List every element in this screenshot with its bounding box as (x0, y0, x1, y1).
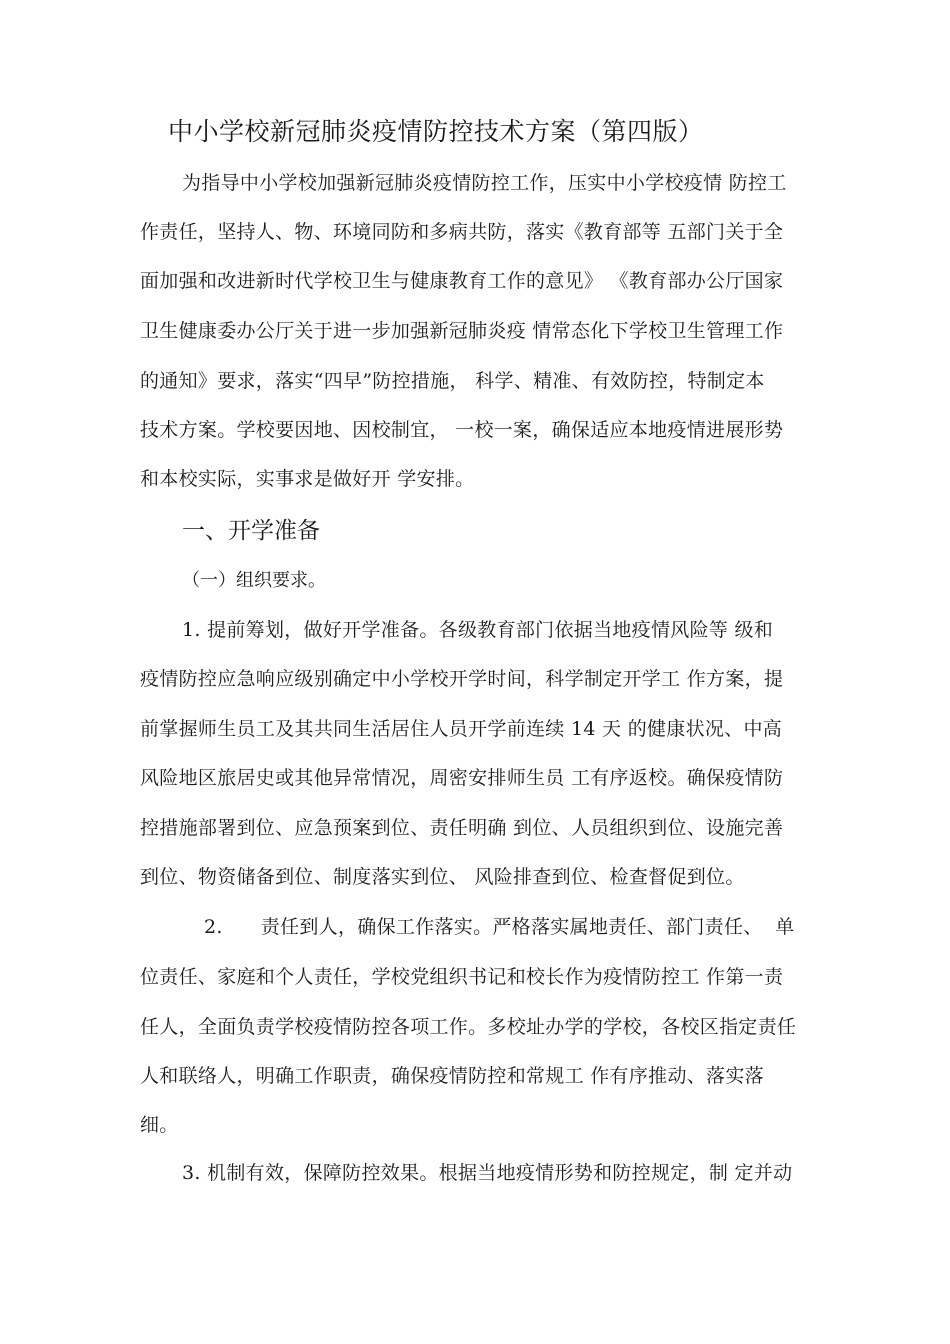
intro-line-4: 卫生健康委办公厅关于进一步加强新冠肺炎疫 情常态化下学校卫生管理工作 (140, 320, 784, 342)
item-2-line-3: 任人，全面负责学校疫情防控各项工作。多校址办学的学校，各校区指定责任 (140, 1016, 797, 1038)
item-2-line-2: 位责任、家庭和个人责任，学校党组织书记和校长作为疫情防控工 作第一责 (140, 966, 784, 988)
item-1-line-2: 疫情防控应急响应级别确定中小学校开学时间，科学制定开学工 作方案，提 (140, 668, 784, 690)
item-2-line-1: 2. 责任到人，确保工作落实。严格落实属地责任、部门责任、 单 (204, 916, 795, 938)
item-1-line-3: 前掌握师生员工及其共同生活居住人员开学前连续 14 天 的健康状况、中高 (140, 718, 783, 740)
document-title: 中小学校新冠肺炎疫情防控技术方案（第四版） (168, 117, 704, 146)
intro-line-6: 技术方案。学校要因地、因校制宜， 一校一案，确保适应本地疫情进展形势 (140, 419, 784, 441)
intro-line-5: 的通知》要求，落实“四早”防控措施， 科学、精准、有效防控，特制定本 (140, 370, 765, 392)
item-2-line-5: 细。 (140, 1114, 179, 1136)
item-3-line-1: 3. 机制有效，保障防控效果。根据当地疫情形势和防控规定，制 定并动 (182, 1162, 793, 1184)
intro-line-2: 作责任，坚持人、物、环境同防和多病共防，落实《教育部等 五部门关于全 (140, 221, 784, 243)
item-1-line-6: 到位、物资储备到位、制度落实到位、 风险排查到位、检查督促到位。 (140, 866, 745, 888)
intro-line-3: 面加强和改进新时代学校卫生与健康教育工作的意见》 《教育部办公厅国家 (140, 270, 784, 292)
section-heading: 一、开学准备 (182, 518, 320, 544)
item-1-line-4: 风险地区旅居史或其他异常情况，周密安排师生员 工有序返校。确保疫情防 (140, 767, 784, 789)
item-1-line-1: 1. 提前筹划，做好开学准备。各级教育部门依据当地疫情风险等 级和 (182, 619, 774, 641)
subsection-heading: （一）组织要求。 (182, 570, 326, 591)
intro-line-1: 为指导中小学校加强新冠肺炎疫情防控工作，压实中小学校疫情 防控工 (182, 172, 787, 194)
intro-line-7: 和本校实际，实事求是做好开 学安排。 (140, 468, 475, 490)
item-1-line-5: 控措施部署到位、应急预案到位、责任明确 到位、人员组织到位、设施完善 (140, 817, 784, 839)
item-2-line-4: 人和联络人，明确工作职责，确保疫情防控和常规工 作有序推动、落实落 (140, 1065, 764, 1087)
